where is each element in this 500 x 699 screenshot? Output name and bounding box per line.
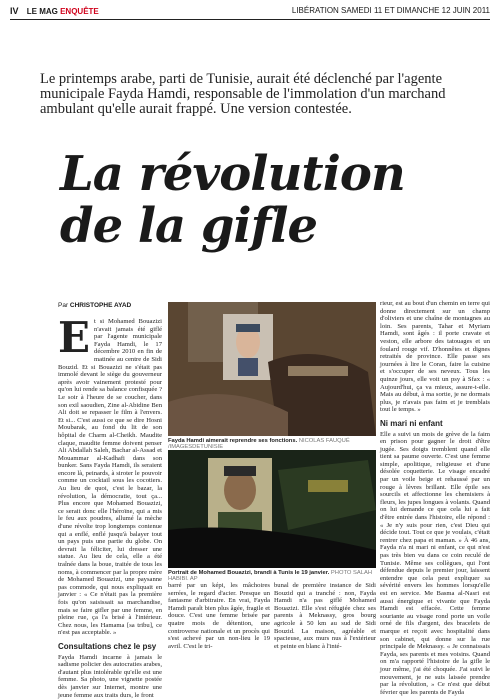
drop-cap: E xyxy=(58,313,91,362)
byline xyxy=(58,302,131,309)
photo-bouazizi-portrait xyxy=(168,450,376,568)
article-column-2 xyxy=(168,582,270,650)
headline-line-1: La révolution xyxy=(60,146,405,202)
page-number: IV xyxy=(10,6,19,16)
subhead-ni-mari: Ni mari ni enfant xyxy=(380,418,443,428)
photo-1-illustration xyxy=(168,302,376,436)
caption-2-text: Portrait de Mohamed Bouazizi, brandi à Tunis le 19 janvier. xyxy=(168,570,330,576)
section-label: LE MAG xyxy=(26,7,58,16)
caption-photo-1 xyxy=(168,438,378,450)
photo-fayda-hamdi xyxy=(168,302,376,436)
publication-dateline: LIBÉRATION SAMEDI 11 ET DIMANCHE 12 JUIN 2011 xyxy=(291,6,490,15)
column-3-text: bunal de première instance de Sidi Bouzid qui a tranché : non, Fayda Hamdi n'a pas giflé Mohamed Bouazizi. Elle s'est réfugiée chez ses parents à Meknassy, gros bourg agricole à 50 km au sud de Sidi Bouzid. La maison, agréable et spacieuse, aux murs nus à l'extérieur et peinte en blanc à l'inté- xyxy=(274,582,376,650)
caption-photo-2 xyxy=(168,570,378,582)
article-column-4 xyxy=(380,300,490,696)
column-2-text: barré par un képi, les mâchoires serrées, le regard d'acier. Presque un fantasme d'arbitraire. En vrai, Fayda Hamdi paraît bien plus âgée, fragile et douce. C'est une femme brisée par quatre mois de détention, une controverse nationale et un procès qui s'est achevé par un non-lieu le 19 avril. C'est le tri- xyxy=(168,582,270,650)
headline xyxy=(60,148,405,252)
header-rule xyxy=(10,19,490,20)
headline-line-2: de la gifle xyxy=(60,198,318,254)
column-4b-text: Elle a suivi un mois de grève de la faim en prison pour gagner le droit d'être jugée. Ses doigts tremblent quand elle tient sa paume ouverte. C'est une femme simple, apolitique, religieuse et d'une désolée coquetterie. Le visage encadré par un voile beige et rehaussé par un rouge à lèvres brillant. Elle épile ses sourcils et affectionne les chemisiers à fleurs, les jupes longues à volants. Quand on lui demande ce que cela lui a fait d'être entrée dans l'histoire, elle répond : « Je n'y suis pour rien, c'est Dieu qui décide tout. Tout ce que je voulais, c'était rentrer chez papa et maman. » À 46 ans, Fayda n'a ni mari ni enfant, ce qui n'est pas très bien vu dans ce coin reculé de Tunisie. Même ses collègues, qui l'ont défendue depuis le premier jour, laissent entendre que cela peut expliquer sa sévérité envers les hommes lorsqu'elle est en service. Me Basma al-Nasri est aussi énergique et vivante que Fayda Hamdi est effacée. Cette femme souriante au visage rond porte un voile orné de fils d'argent, des bracelets de marque et reçoit avec hospitalité dans son cabinet, qui donne sur la rue principale de Meknassy. « Je connaissais Fayda, ses parents et mes voisins. Quand on m'a rapporté l'histoire de la gifle le jour même, j'ai été choquée. J'ai suivi le mouvement, je ne suis laissée prendre par la révolution, » Ce n'est que début février que les parents de Fayda xyxy=(380,430,490,696)
article-column-1 xyxy=(58,313,162,699)
column-1b-text: Fayda Hamdi incarne à jamais le sadisme policier des autocraties arabes, d'autant plus intolérable qu'elle est une femme. Sa photo, une vignette postée dès janvier sur Internet, montre une jeune femme aux traits durs, le front xyxy=(58,653,162,699)
photo-2-illustration xyxy=(168,450,376,568)
byline-prefix: Par xyxy=(58,302,70,309)
intro-text: Le printemps arabe, parti de Tunisie, aurait été déclenché par l'agente municipale Fayda Hamdi, responsable de l'immolation d'un marchand ambulant qu'elle aurait frappé. Une version contestée. xyxy=(40,71,446,117)
subhead-consultations: Consultations chez le psy xyxy=(58,641,157,651)
caption-1-credit: NICOLAS FAUQUÉ /IMAGESDETUNISIE xyxy=(168,438,350,450)
byline-author: CHRISTOPHE AYAD xyxy=(69,302,132,309)
article-column-3 xyxy=(274,582,376,650)
caption-2-credit: PHOTO SALAH HABIBI. AP xyxy=(168,570,373,582)
caption-1-text: Fayda Hamdi aimerait reprendre ses fonctions. xyxy=(168,438,298,444)
column-1-text: t si Mohamed Bouazizi n'avait jamais été giflé par l'agente municipale Fayda Hamdi, le 17 décembre 2010 en fin de matinée au centre de Sidi Bouzid. Et si Bouazizi ne s'était pas immolé devant le siège du gouverneur après avoir vainement protesté pour qu'on lui rende sa balance confisquée ? Le soir à l'heure de se coucher, dans son exil saoudien, Zine al-Abidine Ben Ali doit se repasser le film à l'envers. Et si... C'est aussi ce que se dire Hosni Moubarak, au fond du lit de son hôpital de Charm al-Cheikh. Maudite claque, maudite femme doivent penser Ali Abdallah Saleh, Bachar al-Assad et Mouammar al-Kadhafi dans son bunker. Sans Fayda Hamdi, ils seraient encore là, peinards, à siroter le pouvoir comme un cocktail sous les cocotiers. Au lieu de quoi, c'est le bazar, la révolution, la démocratie, tout ça... Plus encore que Mohamed Bouazizi, ce serait donc elle l'héroïne, qui a mis le feu aux poudres, allumé la mèche d'une révolte trop longtemps contenue qui a enflé, enflé jusqu'à balayer tout un pays puis une partie du globe. On devrait la féliciter, lui dresser une statue. Au lieu de cela, elle a été traînée dans la boue, traitée de tous les noms, à commencer par la propre mère de Mohamed Bouazizi, une paysanne pas commode, qui nous expliquait en janvier : « Ce n'était pas la première fois qu'on saisissait sa marchandise, mais se faire gifler par une femme, en pleine rue, ça l'a brisé à l'intérieur. Chez nous, les Hamama [sa tribu], ce n'est pas acceptable. » xyxy=(58,318,162,637)
page-header xyxy=(10,6,490,18)
column-4-text: rieur, est au bout d'un chemin en terre qui donne directement sur un champ d'oliviers et une chaîne de montagnes au loin. Ses parents, Tahar et Myriam Hamdi, sont âgés : il porte cravate et veston, elle arbore des tatouages et un foulard rouge vif. D'honnêtes et dignes retraités de province. Elle passe ses journées à lire le Coran, faire la cuisine et s'occuper de ses neveux. Tous les quinze jours, elle voit un psy à Sfax : « Aujourd'hui, ça va mieux, assure-t-elle. Mais au début, à ma sortie, je ne dormais plus, je n'avais pas faim et je tremblais tout le temps. » xyxy=(380,300,490,414)
subsection-label: ENQUÊTE xyxy=(60,7,99,16)
